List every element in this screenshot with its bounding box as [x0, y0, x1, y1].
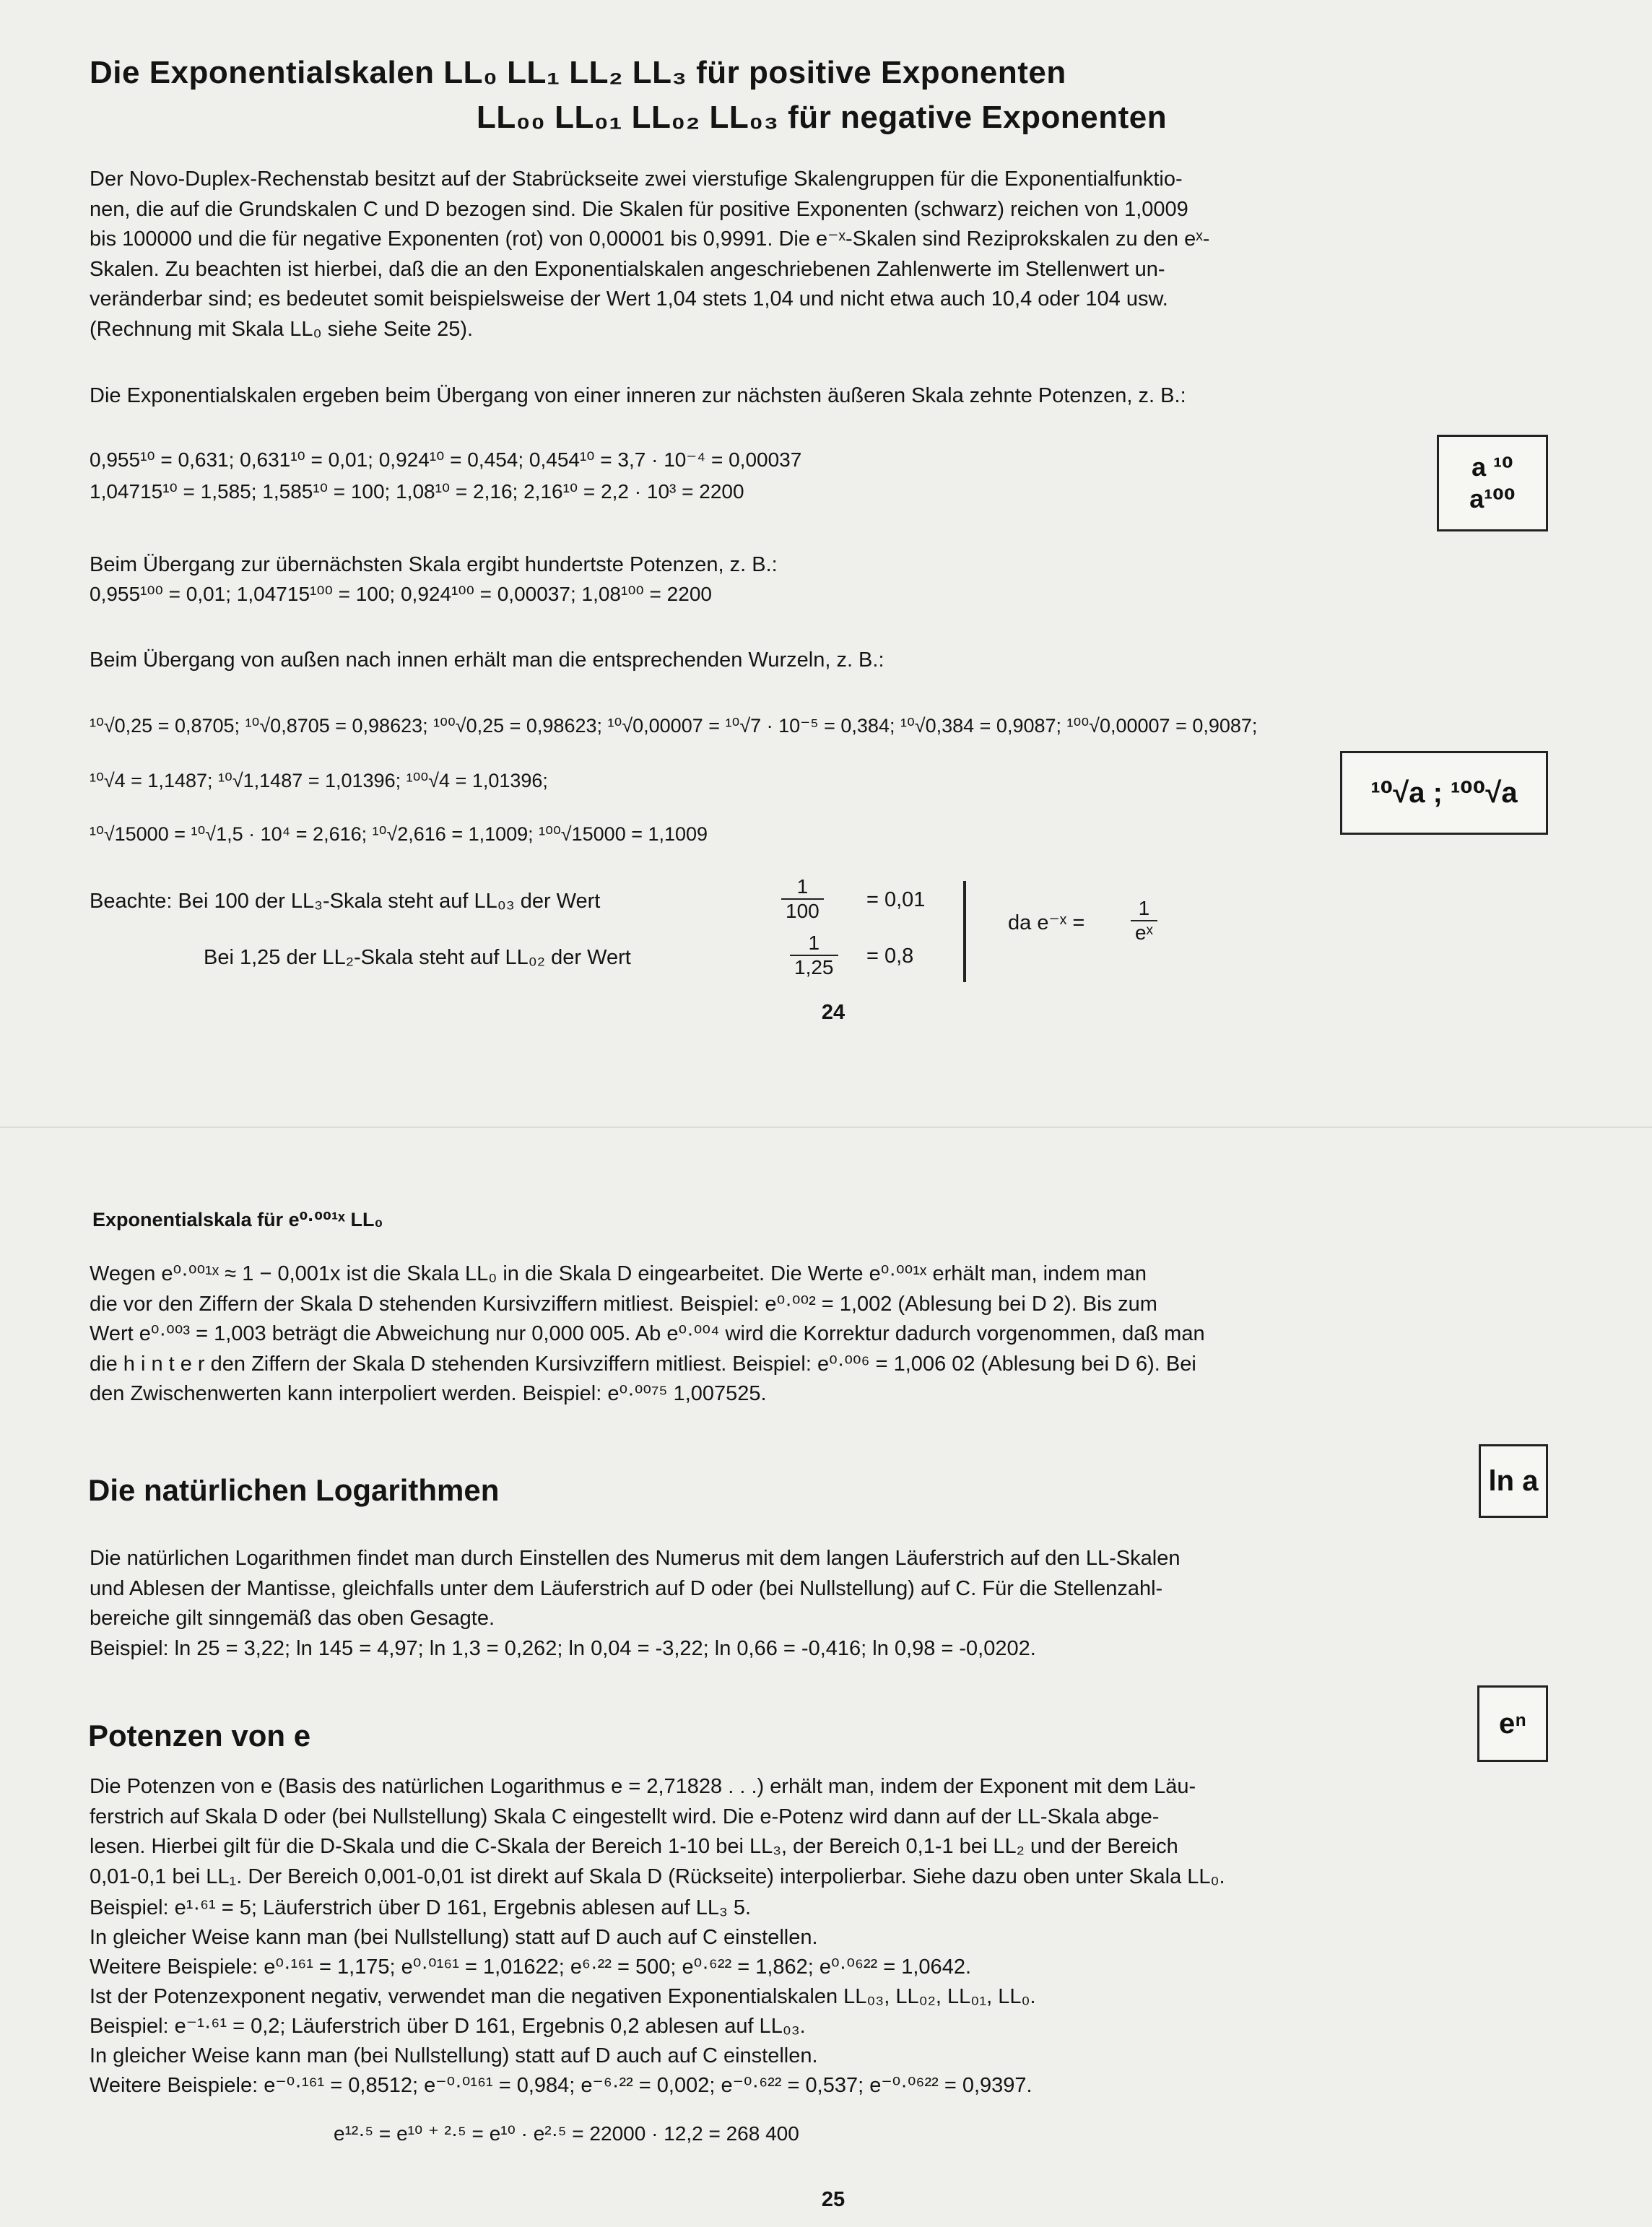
numerator: 1 — [1131, 897, 1157, 921]
ll0-paragraph — [90, 1259, 1551, 1410]
ll0-line: Wegen e⁰·⁰⁰¹ˣ ≈ 1 − 0,001x ist die Skala LL₀ in die Skala D eingearbeitet. Die Werte e⁰·⁰⁰¹ˣ erhält man, indem man — [90, 1262, 1147, 1285]
powers-box-line: a ¹⁰ — [1471, 452, 1513, 482]
tenth-powers-intro: Die Exponentialskalen ergeben beim Übergang von einer inneren zur nächsten äußeren Skala zehnte Potenzen, z. B.: — [90, 384, 1186, 407]
denominator: 1,25 — [794, 956, 834, 978]
note-2-value: = 0,8 — [866, 945, 914, 968]
ln-paragraph — [90, 1544, 1551, 1664]
intro-line: nen, die auf die Grundskalen C und D bezogen sind. Die Skalen für positive Exponenten (schwarz) reichen von 1,0009 — [90, 197, 1188, 221]
tenth-powers-line-1: 0,955¹⁰ = 0,631; 0,631¹⁰ = 0,01; 0,924¹⁰ = 0,454; 0,454¹⁰ = 3,7 · 10⁻⁴ = 0,00037 — [90, 448, 802, 471]
powers-line: Die Potenzen von e (Basis des natürlichen Logarithmus e = 2,71828 . . .) erhält man, indem der Exponent mit dem Läu- — [90, 1775, 1196, 1798]
ll0-line: die h i n t e r den Ziffern der Skala D stehenden Kursivziffern mitliest. Beispiel: e⁰·⁰⁰⁶ = 1,006 02 (Ablesung bei D 6). Bei — [90, 1352, 1196, 1376]
tenth-powers-line-2: 1,04715¹⁰ = 1,585; 1,585¹⁰ = 100; 1,08¹⁰ = 2,16; 2,16¹⁰ = 2,2 · 10³ = 2200 — [90, 480, 744, 503]
powers-box — [1437, 435, 1548, 531]
numerator: 1 — [790, 932, 838, 956]
intro-line: veränderbar sind; es bedeutet somit beispielsweise der Wert 1,04 stets 1,04 und nicht etwa auch 10,4 oder 104 usw. — [90, 287, 1168, 311]
hundredth-powers-intro: Beim Übergang zur übernächsten Skala ergibt hundertste Potenzen, z. B.: — [90, 553, 778, 576]
intro-line: Der Novo-Duplex-Rechenstab besitzt auf der Stabrückseite zwei vierstufige Skalengruppen für die Exponentialfunktio- — [90, 168, 1183, 191]
powers-example-line: Ist der Potenzexponent negativ, verwendet man die negativen Exponentialskalen LL₀₃, LL₀₂, LL₀₁, LL₀. — [90, 1985, 1036, 2008]
powers-example-line: Beispiel: e⁻¹·⁶¹ = 0,2; Läuferstrich über D 161, Ergebnis 0,2 ablesen auf LL₀₃. — [90, 2015, 806, 2038]
note-1-fraction — [781, 875, 824, 923]
powers-example-line: Beispiel: e¹·⁶¹ = 5; Läuferstrich über D 161, Ergebnis ablesen auf LL₃ 5. — [90, 1896, 752, 1919]
brace-line — [963, 881, 966, 982]
ll0-line: den Zwischenwerten kann interpoliert werden. Beispiel: e⁰·⁰⁰⁷⁵ 1,007525. — [90, 1382, 767, 1405]
powers-example-line: In gleicher Weise kann man (bei Nullstellung) statt auf D auch auf C einstellen. — [90, 1926, 818, 1949]
ln-line: Die natürlichen Logarithmen findet man durch Einstellen des Numerus mit dem langen Läuferstrich auf den LL-Skalen — [90, 1547, 1181, 1570]
ln-box: ln a — [1479, 1444, 1548, 1518]
title-positive-exponents: Die Exponentialskalen LL₀ LL₁ LL₂ LL₃ für positive Exponenten — [90, 55, 1066, 90]
ll0-line: Wert e⁰·⁰⁰³ = 1,003 beträgt die Abweichung nur 0,000 005. Ab e⁰·⁰⁰⁴ wird die Korrektur dadurch vorgenommen, daß man — [90, 1322, 1205, 1345]
powers-example-line: Weitere Beispiele: e⁰·¹⁶¹ = 1,175; e⁰·⁰¹⁶¹ = 1,01622; e⁶·²² = 500; e⁰·⁶²² = 1,862; e⁰·⁰⁶²² = 1,0642. — [90, 1955, 972, 1979]
hundredth-powers-line: 0,955¹⁰⁰ = 0,01; 1,04715¹⁰⁰ = 100; 0,924¹⁰⁰ = 0,00037; 1,08¹⁰⁰ = 2200 — [90, 583, 712, 605]
ln-line: bereiche gilt sinngemäß das oben Gesagte. — [90, 1607, 495, 1630]
note-line-1 — [90, 887, 600, 916]
intro-line: (Rechnung mit Skala LL₀ siehe Seite 25). — [90, 317, 474, 341]
intro-line: Skalen. Zu beachten ist hierbei, daß die an den Exponentialskalen angeschriebenen Zahlenwerte im Stellenwert un- — [90, 257, 1165, 281]
powers-paragraph — [90, 1772, 1551, 1892]
natural-log-heading: Die natürlichen Logarithmen — [88, 1473, 500, 1507]
page-divider — [0, 1126, 1652, 1128]
note-line-2: Bei 1,25 der LL₂-Skala steht auf LL₀₂ der Wert — [204, 946, 631, 969]
powers-final-example: e¹²·⁵ = e¹⁰ ⁺ ²·⁵ = e¹⁰ · e²·⁵ = 22000 · 12,2 = 268 400 — [334, 2122, 799, 2145]
powers-example-line: In gleicher Weise kann man (bei Nullstellung) statt auf D auch auf C einstellen. — [90, 2044, 818, 2067]
roots-line-3: ¹⁰√15000 = ¹⁰√1,5 · 10⁴ = 2,616; ¹⁰√2,616 = 1,1009; ¹⁰⁰√15000 = 1,1009 — [90, 823, 708, 845]
powers-example-line: Weitere Beispiele: e⁻⁰·¹⁶¹ = 0,8512; e⁻⁰·⁰¹⁶¹ = 0,984; e⁻⁶·²² = 0,002; e⁻⁰·⁶²² = 0,537; e⁻⁰·⁰⁶²² = 0,9397. — [90, 2074, 1032, 2097]
da-fraction — [1131, 897, 1157, 945]
fraction — [790, 932, 838, 979]
title-negative-exponents: LL₀₀ LL₀₁ LL₀₂ LL₀₃ für negative Exponenten — [477, 100, 1168, 135]
note-2-fraction — [790, 932, 838, 979]
ll0-line: die vor den Ziffern der Skala D stehenden Kursivziffern mitliest. Beispiel: e⁰·⁰⁰² = 1,002 (Ablesung bei D 2). Bis zum — [90, 1292, 1157, 1316]
powers-line: lesen. Hierbei gilt für die D-Skala und die C-Skala der Bereich 1-10 bei LL₃, der Bereich 0,1-1 bei LL₂ und der Bereich — [90, 1835, 1178, 1858]
powers-examples — [90, 1893, 1036, 2101]
ln-line: und Ablesen der Mantisse, gleichfalls unter dem Läuferstrich auf D oder (bei Nullstellung) auf C. Für die Stellenzahl- — [90, 1576, 1163, 1600]
numerator: 1 — [781, 875, 824, 900]
da-text: da e⁻ˣ = — [1008, 911, 1085, 934]
powers-line: ferstrich auf Skala D oder (bei Nullstellung) Skala C eingestellt wird. Die e-Potenz wird dann auf der LL-Skala abge- — [90, 1805, 1160, 1828]
e-power-box: eⁿ — [1477, 1685, 1548, 1762]
intro-line: bis 100000 und die für negative Exponenten (rot) von 0,00001 bis 0,9991. Die e⁻ˣ-Skalen sind Reziprokskalen zu den eˣ- — [90, 227, 1210, 251]
fraction — [1131, 897, 1157, 945]
page-number-24: 24 — [821, 1001, 845, 1024]
powers-line: 0,01-0,1 bei LL₁. Der Bereich 0,001-0,01 ist direkt auf Skala D (Rückseite) interpolierbar. Siehe dazu oben unter Skala LL₀. — [90, 1864, 1225, 1888]
intro-paragraph — [90, 165, 1548, 344]
ll0-heading: Exponentialskala für e⁰·⁰⁰¹ˣ LL₀ — [92, 1209, 383, 1230]
roots-line-2: ¹⁰√4 = 1,1487; ¹⁰√1,1487 = 1,01396; ¹⁰⁰√4 = 1,01396; — [90, 770, 548, 791]
roots-intro: Beim Übergang von außen nach innen erhält man die entsprechenden Wurzeln, z. B.: — [90, 648, 884, 672]
ln-example: Beispiel: ln 25 = 3,22; ln 145 = 4,97; ln 1,3 = 0,262; ln 0,04 = -3,22; ln 0,66 = -0,416; ln 0,98 = -0,0202. — [90, 1636, 1036, 1660]
page-number-25: 25 — [821, 2188, 845, 2211]
denominator: 100 — [786, 900, 820, 922]
note-1-value: = 0,01 — [866, 888, 926, 911]
roots-line-1: ¹⁰√0,25 = 0,8705; ¹⁰√0,8705 = 0,98623; ¹⁰⁰√0,25 = 0,98623; ¹⁰√0,00007 = ¹⁰√7 · 10⁻⁵ = 0,384; ¹⁰√0,384 = 0,9087; ¹⁰⁰√0,00007 = 0,9087; — [90, 715, 1258, 737]
powers-of-e-heading: Potenzen von e — [88, 1719, 311, 1753]
fraction — [781, 875, 824, 923]
denominator: eˣ — [1135, 921, 1153, 944]
note-1-text: Beachte: Bei 100 der LL₃-Skala steht auf LL₀₃ der Wert — [90, 890, 601, 913]
roots-box: ¹⁰√a ; ¹⁰⁰√a — [1340, 751, 1548, 835]
powers-box-line: a¹⁰⁰ — [1469, 484, 1516, 513]
